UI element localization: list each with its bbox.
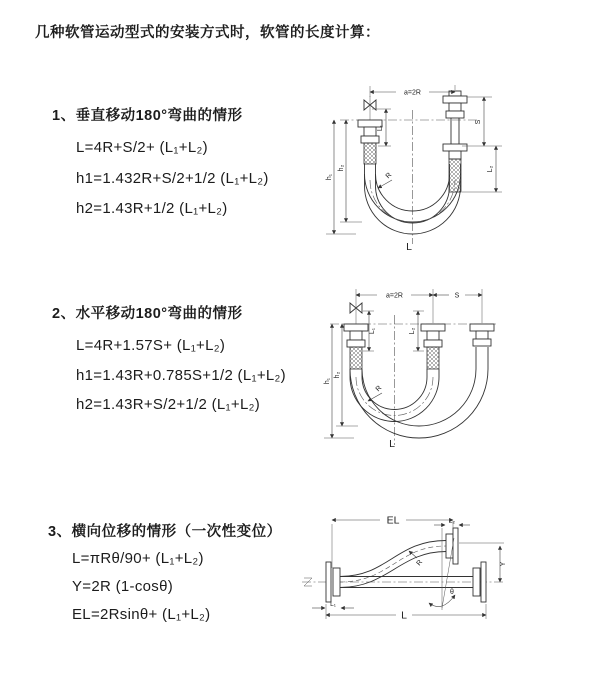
dim-label-l1: L₁ xyxy=(330,601,336,608)
top-right-flange xyxy=(446,528,458,564)
section-2-formula-L: L=4R+1.57S+ (L₁+L₂) xyxy=(76,337,226,354)
section-1-formula-L: L=4R+S/2+ (L₁+L₂) xyxy=(76,139,208,156)
dimension-l1 xyxy=(312,601,354,608)
hose-u-bends xyxy=(350,347,488,438)
dimension-l xyxy=(326,604,486,622)
dimension-h1 xyxy=(326,120,356,234)
section-2-formula-h2: h2=1.43R+S/2+1/2 (L₁+L₂) xyxy=(76,396,261,413)
dimension-h2 xyxy=(338,120,362,222)
dim-label-r: R xyxy=(384,171,394,181)
dim-label-l1: L₁ xyxy=(377,124,384,132)
dim-label-y: Y xyxy=(500,561,507,567)
dim-label-l2: L₂ xyxy=(409,327,416,335)
right-end-fitting xyxy=(470,324,494,346)
dim-label-h2: h₂ xyxy=(338,164,345,172)
valve-icon xyxy=(350,299,362,324)
dim-label-a2r: a=2R xyxy=(404,89,421,97)
doc-title: 几种软管运动型式的安装方式时，软管的长度计算： xyxy=(35,25,380,41)
section-1-heading: 1、垂直移动180°弯曲的情形 xyxy=(52,108,243,124)
dim-label-s: S xyxy=(454,292,460,300)
right-end-fitting xyxy=(443,91,467,192)
diagram-horizontal-180-bend xyxy=(306,281,600,453)
valve-icon xyxy=(364,96,376,120)
dimension-l2 xyxy=(434,518,470,525)
dim-label-l2: L₂ xyxy=(448,518,456,525)
dim-label-l1: L₁ xyxy=(369,327,376,335)
dimension-l2 xyxy=(462,146,502,192)
dim-label-h1: h₁ xyxy=(326,173,333,181)
dim-label-theta: θ xyxy=(450,589,454,596)
left-flange xyxy=(326,562,340,602)
dim-label-h2: h₂ xyxy=(334,371,341,379)
dim-label-L: L xyxy=(389,438,395,450)
dim-label-a2r: a=2R xyxy=(386,292,403,300)
diagram-lateral-displacement xyxy=(296,506,600,646)
dim-label-l2: L₂ xyxy=(487,165,494,173)
section-1-formula-h1: h1=1.432R+S/2+1/2 (L₁+L₂) xyxy=(76,170,269,187)
radius-callout xyxy=(378,172,393,188)
section-3-heading: 3、横向位移的情形（一次性变位） xyxy=(48,524,282,540)
dim-label-r: R xyxy=(415,558,425,568)
dimension-s xyxy=(433,293,482,300)
dim-label-el: EL xyxy=(386,514,400,527)
section-2-formula-h1: h1=1.43R+0.785S+1/2 (L₁+L₂) xyxy=(76,367,286,384)
radius-callout xyxy=(409,551,424,567)
section-2-heading: 2、水平移动180°弯曲的情形 xyxy=(52,306,243,322)
dim-label-r: R xyxy=(374,384,384,394)
middle-end-fitting xyxy=(421,324,445,369)
section-3-formula-L: L=πRθ/90+ (L₁+L₂) xyxy=(72,550,204,567)
dim-label-s: S xyxy=(475,119,482,125)
right-bottom-flange xyxy=(473,562,486,602)
diagram-vertical-180-bend xyxy=(312,76,600,258)
section-3-formula-Y: Y=2R (1-cosθ) xyxy=(72,578,174,595)
dim-label-L: L xyxy=(401,609,407,622)
dimension-s xyxy=(462,97,502,146)
section-3-formula-EL: EL=2Rsinθ+ (L₁+L₂) xyxy=(72,606,211,623)
section-1-formula-h2: h2=1.43R+1/2 (L₁+L₂) xyxy=(76,200,228,217)
left-end-fitting xyxy=(344,324,368,369)
dim-label-h1: h₁ xyxy=(324,377,331,385)
dim-label-L: L xyxy=(406,241,412,253)
dimension-a2r xyxy=(370,85,455,97)
dimension-a2r xyxy=(356,289,482,323)
